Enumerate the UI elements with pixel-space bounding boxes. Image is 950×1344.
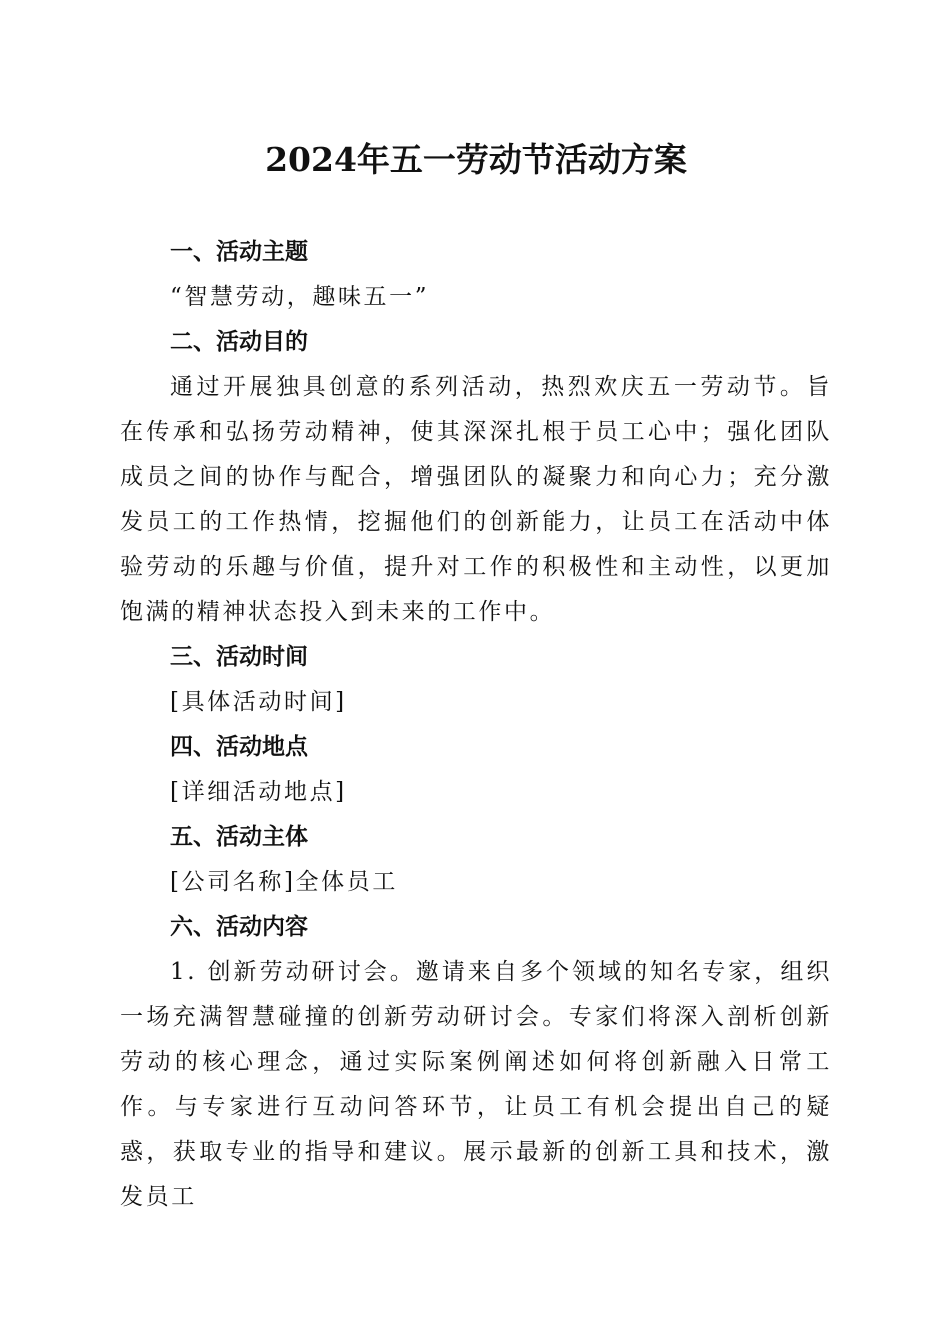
- section-paragraph: [公司名称]全体员工: [170, 869, 398, 895]
- section-paragraph: 通过开展独具创意的系列活动，热烈欢庆五一劳动节。旨在传承和弘扬劳动精神，使其深深扎根于员工心中；强化团队成员之间的协作与配合，增强团队的凝聚力和向心力；充分激发员工的工作热情，挖掘他们的创新能力，让员工在活动中体验劳动的乐趣与价值，提升对工作的积极性和主动性，以更加饱满的精神状态投入到未来的工作中。: [120, 374, 832, 625]
- section-paragraph: “智慧劳动，趣味五一”: [170, 284, 430, 310]
- section-heading: 二、活动目的: [170, 329, 308, 355]
- section-heading: 四、活动地点: [170, 734, 308, 760]
- section-heading: 三、活动时间: [170, 644, 308, 670]
- section-heading: 一、活动主题: [170, 239, 308, 265]
- section-heading: 五、活动主体: [170, 824, 308, 850]
- section-paragraph: [具体活动时间]: [170, 689, 347, 715]
- section-location: [120, 725, 832, 815]
- section-theme: [120, 230, 832, 320]
- document-body: [120, 230, 832, 1220]
- section-purpose: [120, 320, 832, 635]
- section-paragraph: 1. 创新劳动研讨会。邀请来自多个领域的知名专家，组织一场充满智慧碰撞的创新劳动研讨会。专家们将深入剖析创新劳动的核心理念，通过实际案例阐述如何将创新融入日常工作。与专家进行互动问答环节，让员工有机会提出自己的疑惑，获取专业的指导和建议。展示最新的创新工具和技术，激发员工: [120, 959, 832, 1210]
- section-paragraph: [详细活动地点]: [170, 779, 347, 805]
- section-participants: [120, 815, 832, 905]
- section-heading: 六、活动内容: [170, 914, 308, 940]
- document-title: 2024年五一劳动节活动方案: [265, 140, 687, 179]
- section-time: [120, 635, 832, 725]
- section-content: [120, 905, 832, 1220]
